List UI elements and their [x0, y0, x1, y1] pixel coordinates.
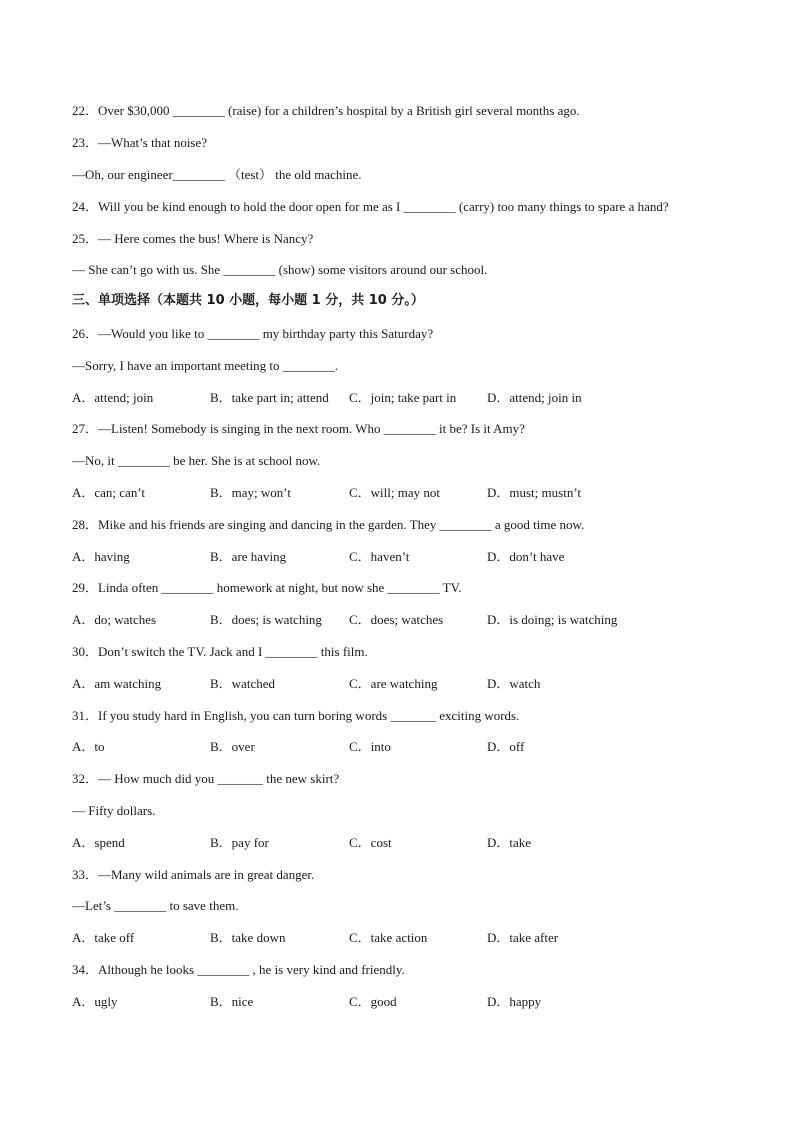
question-25-reply: — She can’t go with us. She ________ (show) some visitors around our school. [72, 262, 488, 277]
question-33-option-c: C．take action [349, 930, 428, 945]
question-31-option-c: C．into [349, 739, 391, 754]
question-27-option-d: D．must; mustn’t [487, 485, 582, 500]
question-23-prompt: 23．—What’s that noise? [72, 135, 208, 150]
question-26-stem-1: 26．—Would you like to ________ my birthday party this Saturday? [72, 326, 434, 341]
question-34-option-b: B．nice [210, 994, 254, 1009]
question-32-stem-1: 32．— How much did you _______ the new skirt? [72, 771, 340, 786]
section-heading: 三、单项选择（本题共 10 小题，每小题 1 分，共 10 分。） [72, 293, 424, 308]
question-26-option-c: C．join; take part in [349, 390, 457, 405]
question-31-option-b: B．over [210, 739, 255, 754]
question-34-option-d: D．happy [487, 994, 542, 1009]
question-32-stem-2: — Fifty dollars. [72, 803, 156, 818]
question-34-stem: 34．Although he looks ________ , he is very kind and friendly. [72, 962, 405, 977]
question-29-option-c: C．does; watches [349, 612, 444, 627]
question-33-option-a: A．take off [72, 930, 135, 945]
question-28-option-a: A．having [72, 549, 130, 564]
question-29-option-a: A．do; watches [72, 612, 157, 627]
question-27-option-c: C．will; may not [349, 485, 441, 500]
question-22: 22．Over $30,000 ________ (raise) for a children’s hospital by a British girl several months ago. [72, 103, 580, 118]
question-30-option-c: C．are watching [349, 676, 438, 691]
question-27-stem-1: 27．—Listen! Somebody is singing in the next room. Who ________ it be? Is it Amy? [72, 421, 525, 436]
question-28-option-c: C．haven’t [349, 549, 410, 564]
question-28-option-d: D．don’t have [487, 549, 565, 564]
question-29-stem: 29．Linda often ________ homework at night, but now she ________ TV. [72, 580, 462, 595]
question-34-option-a: A．ugly [72, 994, 118, 1009]
question-25-prompt: 25．— Here comes the bus! Where is Nancy? [72, 231, 314, 246]
question-30-option-a: A．am watching [72, 676, 162, 691]
question-24: 24．Will you be kind enough to hold the door open for me as I ________ (carry) too many things to spare a hand? [72, 199, 669, 214]
question-31-option-a: A．to [72, 739, 105, 754]
question-30-option-b: B．watched [210, 676, 275, 691]
question-29-option-d: D．is doing; is watching [487, 612, 618, 627]
question-26-stem-2: —Sorry, I have an important meeting to ________. [72, 358, 338, 373]
question-28-option-b: B．are having [210, 549, 287, 564]
question-33-stem-2: —Let’s ________ to save them. [72, 898, 239, 913]
question-32-option-a: A．spend [72, 835, 125, 850]
question-32-option-d: D．take [487, 835, 532, 850]
question-26-option-d: D．attend; join in [487, 390, 582, 405]
question-31-stem: 31．If you study hard in English, you can turn boring words _______ exciting words. [72, 708, 520, 723]
question-30-stem: 30．Don’t switch the TV. Jack and I ________ this film. [72, 644, 368, 659]
question-26-option-b: B．take part in; attend [210, 390, 329, 405]
question-32-option-c: C．cost [349, 835, 392, 850]
question-28-stem: 28．Mike and his friends are singing and dancing in the garden. They ________ a good time now. [72, 517, 585, 532]
question-30-option-d: D．watch [487, 676, 541, 691]
question-27-stem-2: —No, it ________ be her. She is at school now. [72, 453, 321, 468]
question-34-option-c: C．good [349, 994, 397, 1009]
question-26-option-a: A．attend; join [72, 390, 154, 405]
question-33-stem-1: 33．—Many wild animals are in great danger. [72, 867, 315, 882]
question-23-reply: —Oh, our engineer________ （test） the old machine. [72, 167, 362, 182]
question-31-option-d: D．off [487, 739, 525, 754]
question-29-option-b: B．does; is watching [210, 612, 322, 627]
question-27-option-b: B．may; won’t [210, 485, 292, 500]
question-33-option-b: B．take down [210, 930, 286, 945]
question-33-option-d: D．take after [487, 930, 559, 945]
question-27-option-a: A．can; can’t [72, 485, 146, 500]
question-32-option-b: B．pay for [210, 835, 269, 850]
